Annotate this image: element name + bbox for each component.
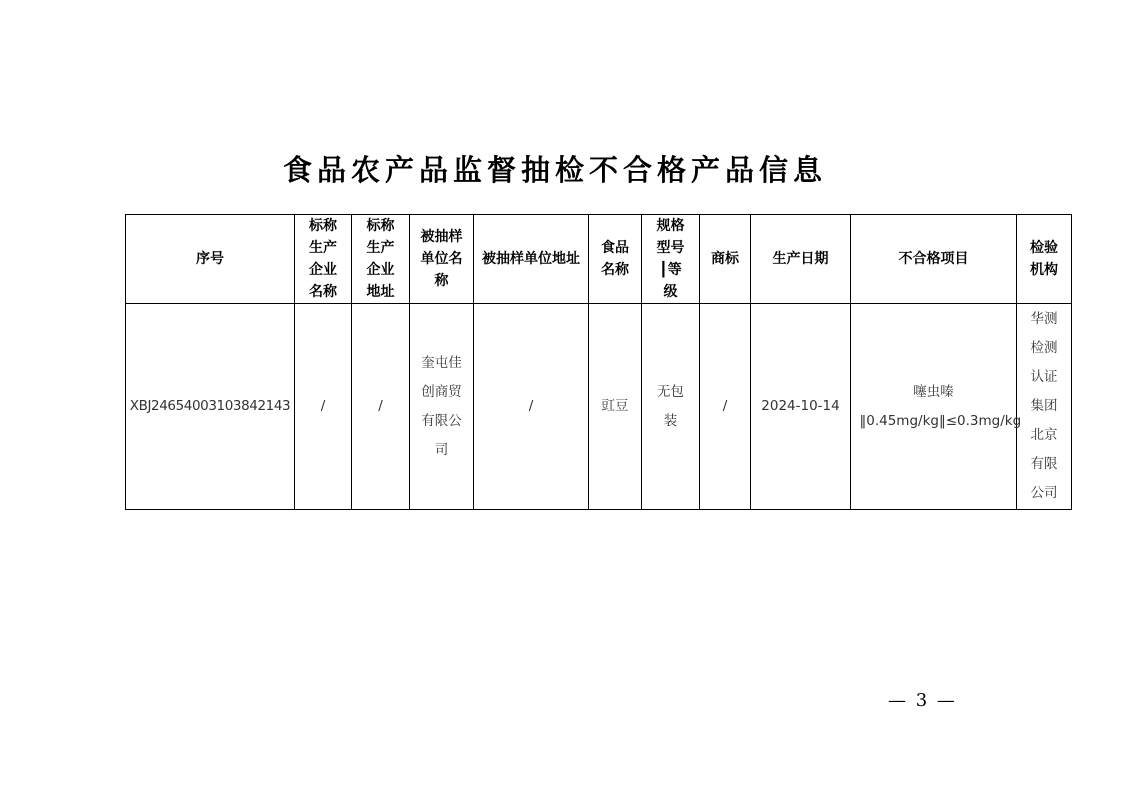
col-header-food-name: [589, 215, 642, 304]
col-header-sampled-unit-name: [410, 215, 474, 304]
cell-manufacturer-name: /: [295, 304, 352, 510]
col-header-manufacturer-name-text: 标称生产企业名称: [309, 218, 337, 300]
col-header-spec-grade: [642, 215, 700, 304]
cell-trademark: /: [700, 304, 751, 510]
table-row: [126, 304, 1072, 510]
cell-sampled-unit-name-text: 奎屯佳创商贸有限公司: [421, 354, 462, 458]
cell-failed-item: [851, 304, 1022, 510]
col-header-sampled-unit-address-text: 被抽样单位地址: [482, 251, 580, 267]
cell-production-date: 2024-10-14: [751, 304, 851, 510]
col-header-production-date: 生产日期: [751, 215, 851, 304]
cell-failed-item-text: 噻虫嗪‖0.45mg/kg‖≤0.3mg/kg: [859, 383, 1022, 429]
table-header-row: [126, 215, 1072, 304]
cell-sampled-unit-name: [410, 304, 474, 510]
cell-testing-agency: [1017, 304, 1072, 510]
page-number: — 3 —: [888, 690, 957, 711]
cell-sampled-unit-address: /: [474, 304, 589, 510]
col-header-testing-agency-text: 检验机构: [1030, 240, 1058, 278]
cell-spec-grade-text: 无包装: [657, 383, 684, 429]
col-header-spec-grade-text: 规格型号┃等级: [656, 218, 685, 300]
col-header-manufacturer-address: [352, 215, 410, 304]
col-header-manufacturer-address-text: 标称生产企业地址: [366, 218, 395, 300]
col-header-serial: 序号: [126, 215, 295, 304]
cell-testing-agency-text: 华测检测认证集团北京有限公司: [1030, 311, 1058, 501]
document-title: 食品农产品监督抽检不合格产品信息: [282, 153, 827, 187]
col-header-manufacturer-name: [295, 215, 352, 304]
col-header-food-name-text: 食品名称: [601, 240, 629, 278]
col-header-trademark: 商标: [700, 215, 751, 304]
col-header-failed-item: 不合格项目: [851, 215, 1017, 304]
cell-spec-grade: [642, 304, 700, 510]
nonconforming-products-table: [125, 214, 1072, 510]
col-header-sampled-unit-address: [474, 215, 589, 304]
cell-manufacturer-address: /: [352, 304, 410, 510]
cell-food-name: 豇豆: [589, 304, 642, 510]
col-header-testing-agency: [1017, 215, 1072, 304]
col-header-sampled-unit-name-text: 被抽样单位名称: [420, 229, 463, 289]
cell-serial: XBJ24654003103842143: [126, 304, 295, 510]
